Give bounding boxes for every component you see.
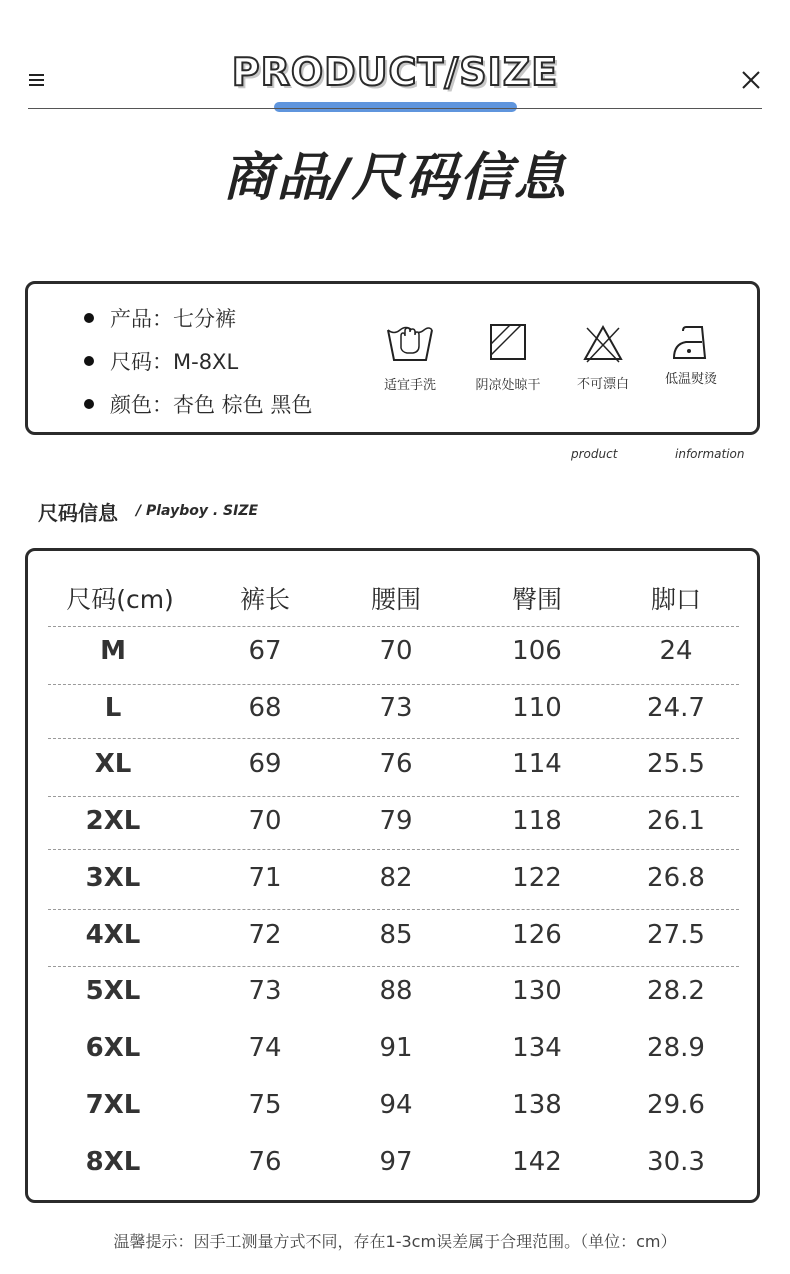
table-cell: 24 — [659, 636, 693, 666]
table-cell: 97 — [379, 1147, 413, 1177]
table-cell: 122 — [512, 863, 562, 893]
table-cell: 94 — [379, 1090, 413, 1120]
table-cell: 73 — [248, 976, 282, 1006]
table-cell: 71 — [248, 863, 282, 893]
row-divider — [48, 796, 739, 797]
table-cell: 26.8 — [647, 863, 705, 893]
header-accent-bar — [274, 102, 517, 112]
size-label-cell: 3XL — [85, 863, 141, 893]
bullet-icon — [84, 313, 94, 323]
low-iron-icon — [669, 322, 713, 362]
size-label-cell: 4XL — [85, 920, 141, 950]
row-divider — [48, 626, 739, 627]
row-divider — [48, 966, 739, 967]
no-bleach-icon — [581, 322, 625, 364]
hand-wash-icon — [385, 322, 435, 364]
row-divider — [48, 909, 739, 910]
bullet-icon — [84, 399, 94, 409]
table-header-cell: 腰围 — [370, 585, 422, 614]
table-cell: 70 — [379, 636, 413, 666]
table-cell: 138 — [512, 1090, 562, 1120]
table-cell: 75 — [248, 1090, 282, 1120]
table-header-cell: 臀围 — [511, 585, 563, 614]
table-cell: 69 — [248, 749, 282, 779]
table-header-cell: 尺码(cm) — [66, 585, 174, 614]
row-divider — [48, 738, 739, 739]
size-label-cell: M — [100, 636, 126, 666]
table-cell: 118 — [512, 806, 562, 836]
header-divider — [28, 108, 762, 109]
size-section-subtitle: / Playboy . SIZE — [136, 503, 259, 519]
table-cell: 27.5 — [647, 920, 705, 950]
table-cell: 79 — [379, 806, 413, 836]
bullet-icon — [84, 356, 94, 366]
table-cell: 142 — [512, 1147, 562, 1177]
size-label-cell: 7XL — [85, 1090, 141, 1120]
table-cell: 110 — [512, 693, 562, 723]
table-cell: 91 — [379, 1033, 413, 1063]
table-cell: 76 — [379, 749, 413, 779]
table-header-cell: 裤长 — [239, 585, 291, 614]
table-cell: 30.3 — [647, 1147, 705, 1177]
footer-note: 温馨提示：因手工测量方式不同，存在1-3cm误差属于合理范围。（单位：cm） — [113, 1232, 677, 1251]
care-low-iron: 低温熨烫 — [657, 322, 725, 387]
close-icon[interactable] — [740, 69, 762, 91]
table-cell: 67 — [248, 636, 282, 666]
shade-dry-icon — [488, 322, 528, 362]
sub-label-product: product — [571, 447, 618, 461]
table-cell: 85 — [379, 920, 413, 950]
table-cell: 88 — [379, 976, 413, 1006]
table-cell: 70 — [248, 806, 282, 836]
table-header-cell: 脚口 — [650, 585, 702, 614]
care-shade-dry: 阴凉处晾干 — [469, 322, 547, 393]
table-cell: 134 — [512, 1033, 562, 1063]
size-label-cell: L — [104, 693, 122, 723]
table-cell: 74 — [248, 1033, 282, 1063]
table-cell: 130 — [512, 976, 562, 1006]
table-cell: 73 — [379, 693, 413, 723]
table-cell: 76 — [248, 1147, 282, 1177]
info-line-color: 颜色：杏色 棕色 黑色 — [84, 389, 312, 419]
info-line-size: 尺码：M-8XL — [84, 346, 238, 376]
size-label-cell: XL — [94, 749, 132, 779]
table-cell: 24.7 — [647, 693, 705, 723]
table-cell: 28.2 — [647, 976, 705, 1006]
table-cell: 106 — [512, 636, 562, 666]
size-label-cell: 6XL — [85, 1033, 141, 1063]
page-header-title: PRODUCT/SIZE — [231, 50, 559, 94]
table-cell: 25.5 — [647, 749, 705, 779]
info-line-product: 产品：七分裤 — [84, 303, 236, 333]
table-cell: 28.9 — [647, 1033, 705, 1063]
page-title: 商品/尺码信息 — [222, 148, 568, 208]
row-divider — [48, 849, 739, 850]
table-cell: 72 — [248, 920, 282, 950]
size-label-cell: 8XL — [85, 1147, 141, 1177]
size-section-title: 尺码信息 — [38, 501, 118, 525]
size-label-cell: 2XL — [85, 806, 141, 836]
table-cell: 29.6 — [647, 1090, 705, 1120]
table-cell: 68 — [248, 693, 282, 723]
row-divider — [48, 684, 739, 685]
sub-label-information: information — [675, 447, 745, 461]
table-cell: 82 — [379, 863, 413, 893]
table-cell: 114 — [512, 749, 562, 779]
size-label-cell: 5XL — [85, 976, 141, 1006]
table-cell: 26.1 — [647, 806, 705, 836]
care-no-bleach: 不可漂白 — [570, 322, 636, 392]
care-hand-wash: 适宜手洗 — [375, 322, 445, 393]
table-cell: 126 — [512, 920, 562, 950]
